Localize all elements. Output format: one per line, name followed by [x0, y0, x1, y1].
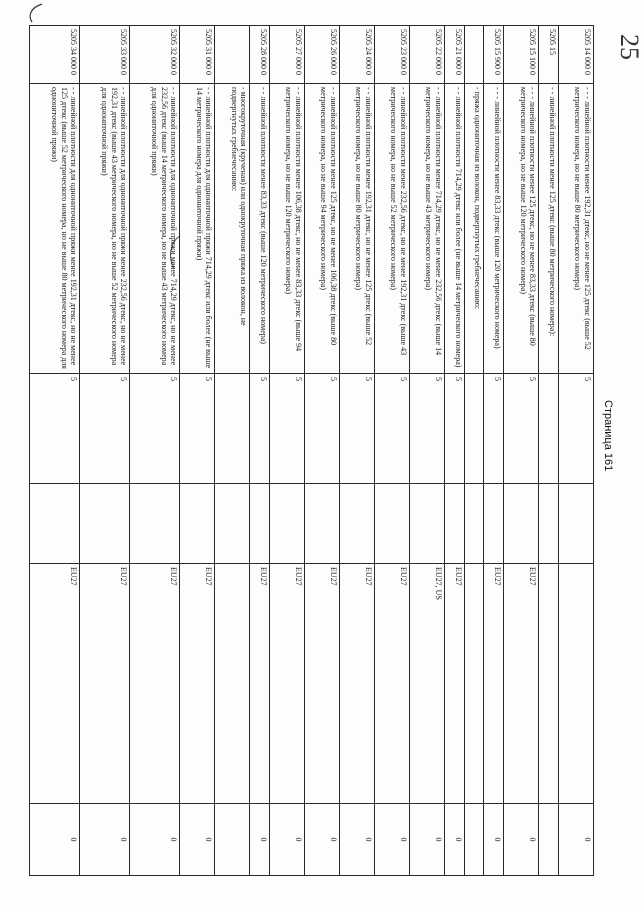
code-cell: 5205 24 000 0 — [339, 26, 374, 84]
code-cell: 5205 28 000 0 — [250, 26, 270, 84]
description-cell: - - линейной плотности менее 232,56 дтекс, но не менее 192,31 дтекс (выше 43 метрического номера, но не выше 52 метрического номера) — [374, 84, 409, 374]
description-cell: - - линейной плотности менее 125 дтекс, но не менее 106,38 дтекс (выше 80 метрического номера, но не выше 94 метрического номера) — [304, 84, 339, 374]
empty-cell — [464, 484, 484, 564]
table-row — [80, 26, 130, 876]
code-cell: 5205 15 900 0 — [484, 26, 504, 84]
table-row — [339, 26, 374, 876]
description-cell: - - - линейной плотности менее 192,31 дтекс, но не менее 125 дтекс (выше 52 метрического номера, но не выше 80 метрического номера) — [559, 84, 594, 374]
description-cell: - - линейной плотности менее 106,38 дтекс, но не менее 83,33 дтекс (выше 94 метрического номера, но не выше 120 метрического номера) — [270, 84, 305, 374]
code-cell: 5205 15 100 0 — [504, 26, 539, 84]
country-note-cell — [464, 564, 484, 804]
description-cell: - - линейной плотности для однониточной пряжи менее 192,31 дтекс, но не менее 125 дтекс (выше 52 метрического номера, но не выше 80 метрического номера для однониточной пряжи) — [30, 84, 80, 374]
last-value-cell: 0 — [130, 804, 180, 876]
empty-cell — [339, 484, 374, 564]
country-note-cell — [559, 564, 594, 804]
last-value-cell: 0 — [374, 804, 409, 876]
description-cell: - - линейной плотности менее 192,31 дтекс, но не менее 125 дтекс (выше 52 метрического номера, но не выше 80 метрического номера) — [339, 84, 374, 374]
code-cell: 5205 32 000 0 — [130, 26, 180, 84]
empty-cell — [304, 484, 339, 564]
empty-cell — [215, 484, 250, 564]
rate-cell: 5 — [339, 374, 374, 484]
empty-cell — [270, 484, 305, 564]
country-note-cell: EU27 — [270, 564, 305, 804]
last-value-cell: 0 — [444, 804, 464, 876]
empty-cell — [374, 484, 409, 564]
table-row — [250, 26, 270, 876]
last-value-cell — [464, 804, 484, 876]
country-note-cell: EU27, US — [409, 564, 444, 804]
description-cell: - - - линейной плотности менее 83,33 дтекс (выше 120 метрического номера) — [484, 84, 504, 374]
country-note-cell: EU27 — [374, 564, 409, 804]
code-cell: 5205 15 — [539, 26, 559, 84]
empty-cell — [80, 484, 130, 564]
last-value-cell: 0 — [30, 804, 80, 876]
rate-cell: 5 — [444, 374, 464, 484]
code-cell: 5205 26 000 0 — [304, 26, 339, 84]
country-note-cell: EU27 — [250, 564, 270, 804]
rate-cell: 5 — [270, 374, 305, 484]
table-row — [180, 26, 215, 876]
rate-cell: 5 — [30, 374, 80, 484]
rate-cell: 5 — [304, 374, 339, 484]
rate-cell: 5 — [409, 374, 444, 484]
empty-cell — [409, 484, 444, 564]
description-cell: - - линейной плотности для однониточной пряжи менее 714,29 дтекс, но не менее 232,56 дтекс (выше 14 метрического номера, но не выше 43 метрического номера для однониточной пряжи) — [130, 84, 180, 374]
empty-cell — [250, 484, 270, 564]
empty-cell — [484, 484, 504, 564]
last-value-cell: 0 — [180, 804, 215, 876]
country-note-cell: EU27 — [304, 564, 339, 804]
last-value-cell: 0 — [304, 804, 339, 876]
table-row — [504, 26, 539, 876]
country-note-cell — [539, 564, 559, 804]
empty-cell — [130, 484, 180, 564]
empty-cell — [539, 484, 559, 564]
table-row — [374, 26, 409, 876]
tariff-table — [29, 25, 594, 876]
empty-cell — [504, 484, 539, 564]
country-note-cell: EU27 — [30, 564, 80, 804]
code-cell — [464, 26, 484, 84]
country-note-cell: EU27 — [444, 564, 464, 804]
table-row — [130, 26, 180, 876]
table-region — [29, 25, 594, 875]
rate-cell — [464, 374, 484, 484]
code-cell: 5205 22 000 0 — [409, 26, 444, 84]
table-row — [539, 26, 559, 876]
table-row — [559, 26, 594, 876]
last-value-cell — [215, 804, 250, 876]
last-value-cell: 0 — [559, 804, 594, 876]
country-note-cell: EU27 — [504, 564, 539, 804]
code-cell: 5205 33 000 0 — [80, 26, 130, 84]
last-value-cell: 0 — [409, 804, 444, 876]
description-cell: - - линейной плотности 714,29 дтекс или более (не выше 14 метрического номера) — [444, 84, 464, 374]
table-row — [409, 26, 444, 876]
last-value-cell: 0 — [270, 804, 305, 876]
code-cell: 5205 23 000 0 — [374, 26, 409, 84]
country-note-cell: EU27 — [130, 564, 180, 804]
rate-cell: 5 — [484, 374, 504, 484]
code-cell: 5205 34 000 0 — [30, 26, 80, 84]
empty-cell — [180, 484, 215, 564]
rate-cell — [215, 374, 250, 484]
empty-cell — [30, 484, 80, 564]
handwritten-page-mark: 25 — [615, 34, 644, 60]
rate-cell: 5 — [559, 374, 594, 484]
description-cell: - - линейной плотности для однониточной пряжи менее 232,56 дтекс, но не менее 192,31 дтекс (выше 43 метрического номера, но не выше 52 метрического номера для однониточной пряжи) — [80, 84, 130, 374]
description-cell: - - линейной плотности менее 714,29 дтекс, но не менее 232,56 дтекс (выше 14 метрического номера, но не выше 43 метрического номера) — [409, 84, 444, 374]
code-cell: 5205 27 000 0 — [270, 26, 305, 84]
description-cell: - многокруточная (крученая) или однокруточная пряжа из волокон, не подвергнутых гребнечесанию: — [215, 84, 250, 374]
description-cell: - - линейной плотности менее 83,33 дтекс (выше 120 метрического номера) — [250, 84, 270, 374]
description-cell: - - линейной плотности для однониточной пряжи 714,29 дтекс или более (не выше 14 метрического номера для однониточной пряжи) — [180, 84, 215, 374]
table-row — [444, 26, 464, 876]
country-note-cell: EU27 — [180, 564, 215, 804]
code-cell: 5205 21 000 0 — [444, 26, 464, 84]
page-number: Страница 161 — [602, 400, 614, 472]
table-row — [484, 26, 504, 876]
rate-cell: 5 — [80, 374, 130, 484]
description-cell: - пряжа однониточная из волокон, подвергнутых гребнечесанию: — [464, 84, 484, 374]
rate-cell: 5 — [374, 374, 409, 484]
last-value-cell — [539, 804, 559, 876]
last-value-cell: 0 — [80, 804, 130, 876]
country-note-cell: EU27 — [80, 564, 130, 804]
country-note-cell: EU27 — [484, 564, 504, 804]
table-row — [270, 26, 305, 876]
table-row — [30, 26, 80, 876]
description-cell: - - линейной плотности менее 125 дтекс (выше 80 метрического номера): — [539, 84, 559, 374]
rate-cell: 5 — [504, 374, 539, 484]
rate-cell: 5 — [180, 374, 215, 484]
code-cell: 5205 31 000 0 — [180, 26, 215, 84]
empty-cell — [444, 484, 464, 564]
country-note-cell: EU27 — [339, 564, 374, 804]
last-value-cell: 0 — [339, 804, 374, 876]
last-value-cell: 0 — [504, 804, 539, 876]
table-row — [304, 26, 339, 876]
last-value-cell: 0 — [250, 804, 270, 876]
table-row — [215, 26, 250, 876]
rate-cell — [539, 374, 559, 484]
code-cell — [215, 26, 250, 84]
empty-cell — [559, 484, 594, 564]
handwritten-bracket-mark — [22, 2, 48, 24]
table-row — [464, 26, 484, 876]
code-cell: 5205 14 000 0 — [559, 26, 594, 84]
last-value-cell: 0 — [484, 804, 504, 876]
rate-cell: 5 — [130, 374, 180, 484]
rate-cell: 5 — [250, 374, 270, 484]
country-note-cell — [215, 564, 250, 804]
description-cell: - - - линейной плотности менее 125 дтекс, но не менее 83,33 дтекс (выше 80 метрического номера, но не выше 120 метрического номера) — [504, 84, 539, 374]
